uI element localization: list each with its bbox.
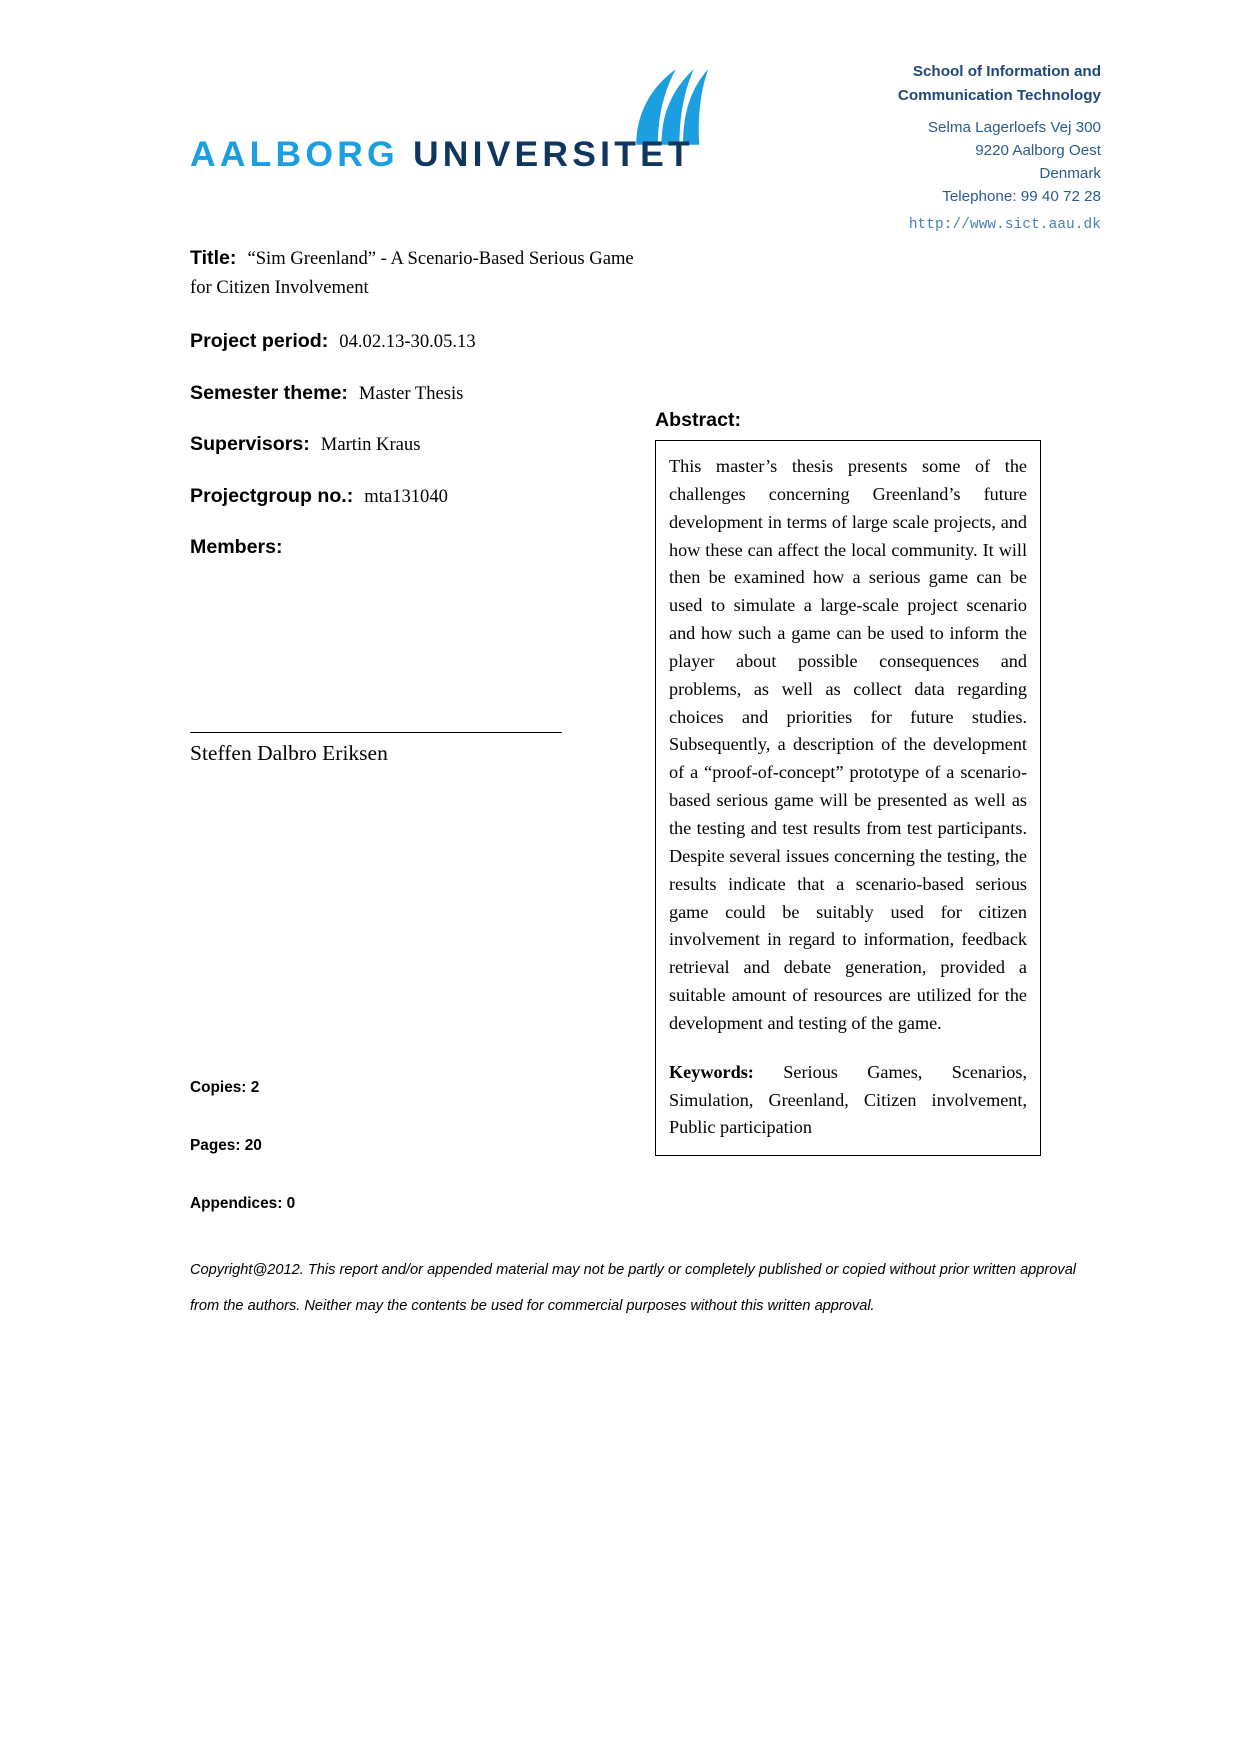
address-street: Selma Lagerloefs Vej 300 — [927, 119, 1101, 137]
copyright-notice — [190, 1253, 1110, 1325]
field-supervisors — [190, 431, 670, 458]
aalborg-university-logo — [190, 62, 710, 172]
abstract-section — [655, 409, 1041, 1156]
school-name-line1: School of Information and — [912, 63, 1101, 80]
copyright-line-1: Copyright@2012. This report and/or appended material may not be partly or completely published or copied without prior written approval — [190, 1262, 1077, 1278]
school-name-line2: Communication Technology — [897, 86, 1101, 104]
field-projectgroup — [190, 483, 670, 510]
website-link[interactable]: http://www.sict.aau.dk — [908, 216, 1101, 233]
supervisors-value: Martin Kraus — [320, 434, 421, 456]
abstract-body: This master’s thesis presents some of the challenges concerning Greenland’s future development in terms of large scale projects, and how these can affect the local community. It will then be examined how a serious game can be used to simulate a large-scale project scenario and how such a game can be used to inform the player about possible consequences and problems, as well as collect data regarding choices and priorities for future studies. Subsequently, a description of the development of a “proof-of-concept” prototype of a scenario-based serious game will be presented as well as the testing and test results from test participants. Despite several issues concerning the testing, the results indicate that a scenario-based serious game could be suitably used for citizen involvement in regard to information, feedback retrieval and debate generation, provided a suitable amount of resources are utilized for the development and testing of the game. — [669, 456, 1027, 1033]
project-period-value: 04.02.13-30.05.13 — [339, 330, 476, 352]
projectgroup-value: mta131040 — [364, 485, 448, 507]
title-value: “Sim Greenland” - A Scenario-Based Serious Game — [247, 248, 634, 269]
address-country: Denmark — [1039, 165, 1101, 183]
document-counts — [190, 1079, 295, 1253]
project-metadata-list — [190, 245, 670, 561]
signature-line-divider — [190, 732, 562, 733]
keywords-label: Keywords: — [669, 1061, 754, 1082]
aau-wordmark — [190, 134, 694, 175]
field-members — [190, 534, 670, 561]
member-name: Steffen Dalbro Eriksen — [190, 741, 388, 765]
copies-count: Copies: 2 — [190, 1079, 260, 1096]
semester-theme-value: Master Thesis — [358, 382, 464, 404]
telephone: Telephone: 99 40 72 28 — [942, 188, 1101, 206]
address-city: 9220 Aalborg Oest — [975, 142, 1101, 160]
field-project-period — [190, 328, 670, 355]
wordmark-universitet: UNIVERSITET — [412, 134, 694, 174]
appendices-count: Appendices: 0 — [190, 1195, 296, 1212]
keywords-value: Serious Games, Scenarios, Simulation, Greenland, Citizen involvement, Public participation — [669, 1061, 1027, 1138]
abstract-heading: Abstract: — [655, 409, 742, 431]
abstract-box — [655, 440, 1041, 1156]
title-value-continued: for Citizen Involvement — [190, 276, 369, 298]
semester-theme-label: Semester theme: — [190, 381, 348, 404]
department-contact-block — [681, 60, 1101, 236]
project-period-label: Project period: — [190, 329, 329, 352]
copyright-line-2: from the authors. Neither may the contents be used for commercial purposes without this written approval. — [190, 1297, 875, 1314]
pages-count: Pages: 20 — [190, 1137, 262, 1154]
field-semester-theme — [190, 380, 670, 407]
projectgroup-label: Projectgroup no.: — [190, 484, 354, 507]
field-title — [190, 245, 670, 300]
keywords-paragraph — [669, 1059, 1027, 1143]
members-label: Members: — [190, 536, 283, 559]
title-label: Title: — [190, 247, 237, 269]
supervisors-label: Supervisors: — [190, 433, 310, 456]
wordmark-aalborg: AALBORG — [190, 134, 399, 174]
